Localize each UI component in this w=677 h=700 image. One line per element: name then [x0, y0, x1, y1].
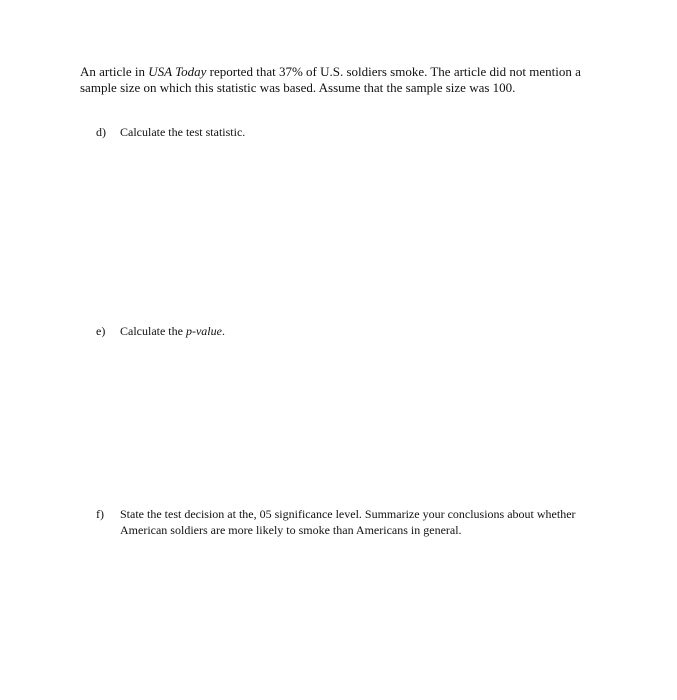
question-d-label: d) — [96, 125, 106, 139]
question-d — [96, 124, 596, 140]
question-e-text-end: . — [221, 324, 225, 338]
question-e-text — [120, 323, 596, 339]
question-e — [96, 323, 596, 339]
question-e-text-start: Calculate the — [120, 324, 186, 338]
problem-intro — [80, 64, 610, 96]
question-f-label: f) — [96, 507, 104, 521]
question-f-text — [120, 506, 596, 538]
question-f-text-main: State the test decision at the, 05 significance level. Summarize your conclusions about whether American soldiers are more likely to smoke than Americans in general. — [120, 507, 576, 537]
intro-text-start: An article in — [80, 64, 149, 79]
p-value-term: p-value — [185, 324, 222, 338]
source-title: USA Today — [148, 64, 207, 79]
question-e-label: e) — [96, 324, 106, 338]
question-d-text-main: Calculate the test statistic. — [120, 125, 246, 139]
question-d-text — [120, 124, 596, 140]
intro-text-end: reported that 37% of U.S. soldiers smoke. The article did not mention a sample size on which this statistic was based. Assume that the sample size was 100. — [80, 64, 581, 95]
question-f — [96, 506, 596, 538]
